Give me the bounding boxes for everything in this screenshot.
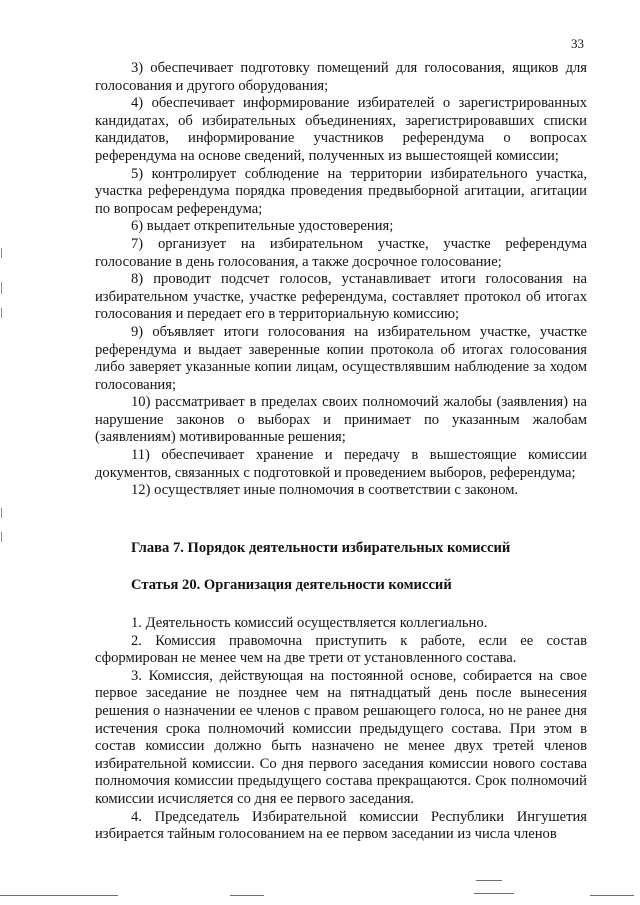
list-item: 8) проводит подсчет голосов, устанавливает итоги голосования на избирательном участке, участке референдума, составляет протокол об итогах голосования и передает его в территориальную комиссию; (95, 271, 587, 323)
page-number: 33 (571, 36, 584, 51)
scan-mark (1, 248, 2, 258)
list-item: 9) объявляет итоги голосования на избирательном участке, участке референдума и выдает заверенные копии протокола об итогах голосования либо заверяет указанные копии лицам, осуществлявшим наблюдение за ходом голосования; (95, 323, 587, 393)
scan-rule (474, 893, 514, 894)
article-paragraph: 2. Комиссия правомочна приступить к работе, если ее состав сформирован не менее чем на две трети от установленного состава. (95, 632, 587, 667)
list-item: 3) обеспечивает подготовку помещений для голосования, ящиков для голосования и другого оборудования; (95, 60, 587, 94)
list-item: 7) организует на избирательном участке, участке референдума голосование в день голосования, а также досрочное голосование; (95, 235, 587, 270)
scan-mark (1, 282, 2, 294)
article-paragraph: 1. Деятельность комиссий осуществляется коллегиально. (131, 615, 488, 632)
document-body (95, 60, 587, 844)
scan-mark (1, 508, 2, 518)
list-item: 12) осуществляет иные полномочия в соответствии с законом. (131, 482, 519, 499)
article-paragraph: 3. Комиссия, действующая на постоянной основе, собирается на свое первое заседание не позднее чем на пятнадцатый день после вынесения решения о назначении ее членов с правом решающего голоса, но не ранее дня истечения срока полномочий комиссии предыдущего состава. При этом в состав комиссии должно быть назначено не менее двух третей членов избирательной комиссии. Со дня первого заседания комиссии нового состава полномочия комиссии предыдущего состава прекращаются. Срок полномочий комиссии исчисляется со дня ее первого заседания. (95, 667, 587, 807)
spacer (95, 595, 587, 615)
list-item: 5) контролирует соблюдение на территории избирательного участка, участка референдума порядка проведения предвыборной агитации, агитации по вопросам референдума; (95, 165, 587, 217)
list-item: 4) обеспечивает информирование избирателей о зарегистрированных кандидатах, об избирательных объединениях, зарегистрировавших списки кандидатов, информирование участников референдума о вопросах референдума на основе сведений, полученных из вышестоящей комиссии; (95, 95, 587, 164)
scan-rule (476, 880, 502, 881)
list-item: 11) обеспечивает хранение и передачу в вышестоящие комиссии документов, связанных с подготовкой и проведением выборов, референдума; (95, 447, 587, 481)
scan-rule (0, 895, 118, 896)
scan-mark (1, 532, 2, 542)
chapter-title: Глава 7. Порядок деятельности избирательных комиссий (131, 539, 511, 556)
spacer (95, 557, 587, 577)
scan-rule (590, 895, 634, 896)
article-title: Статья 20. Организация деятельности комиссий (131, 577, 452, 594)
spacer (95, 500, 587, 540)
scan-rule (230, 895, 264, 896)
list-item: 10) рассматривает в пределах своих полномочий жалобы (заявления) на нарушение законов о выборах и принимает по указанным жалобам (заявлениям) мотивированные решения; (95, 394, 587, 446)
article-paragraph: 4. Председатель Избирательной комиссии Республики Ингушетия избирается тайным голосованием на ее первом заседании из числа членов (95, 808, 587, 843)
list-item: 6) выдает открепительные удостоверения; (131, 218, 394, 235)
scan-mark (1, 308, 2, 318)
